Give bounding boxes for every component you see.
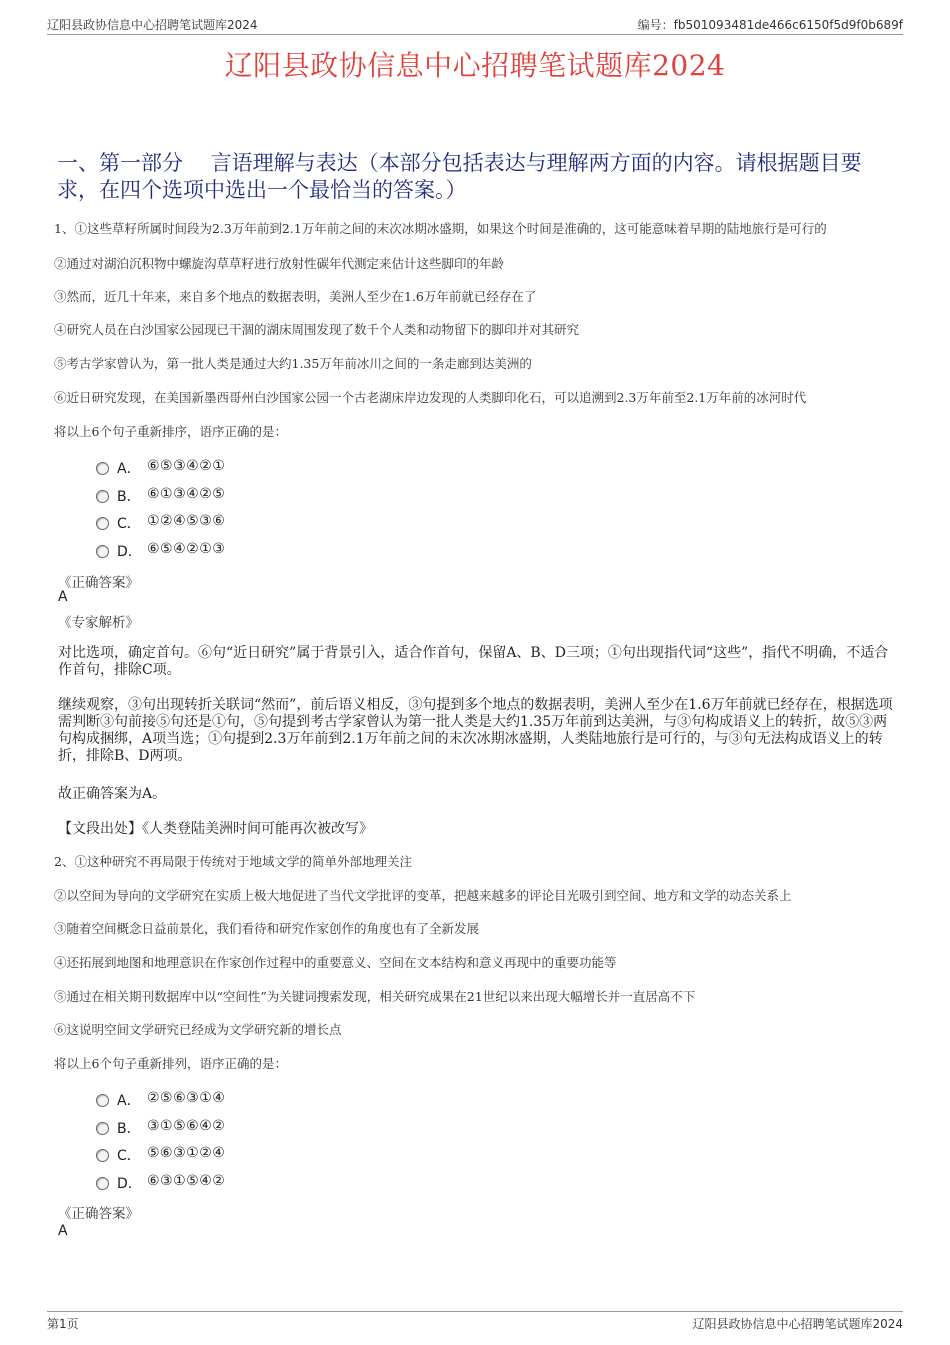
header-doc-id: 编号：fb501093481de466c6150f5d9f0b689f xyxy=(637,18,903,32)
q1-analysis-p1: 对比选项，确定首句。⑥句“近日研究”属于背景引入，适合作首句，保留A、B、D三项；①句出现指代词“这些”，指代不明确，不适合作首句，排除C项。 xyxy=(58,645,889,678)
radio-icon[interactable] xyxy=(96,462,109,475)
q1-prompt: 将以上6个句子重新排序，语序正确的是： xyxy=(54,424,287,439)
radio-icon[interactable] xyxy=(96,517,109,530)
radio-icon[interactable] xyxy=(96,1149,109,1162)
radio-icon[interactable] xyxy=(96,1177,109,1190)
q1-line-1: 1、①这些草籽所属时间段为2.3万年前到2.1万年前之间的末次冰期冰盛期，如果这个时间是准确的，这可能意味着早期的陆地旅行是可行的 xyxy=(54,221,827,236)
q2-line-6: ⑥这说明空间文学研究已经成为文学研究新的增长点 xyxy=(54,1022,342,1037)
q1-answer: A xyxy=(58,589,68,605)
q1-analysis-label: 《专家解析》 xyxy=(58,615,139,631)
page-header xyxy=(47,14,903,35)
q1-source: 【文段出处】《人类登陆美洲时间可能再次被改写》 xyxy=(58,821,373,837)
q1-answer-label: 《正确答案》 xyxy=(58,575,139,591)
q1-line-3: ③然而，近几十年来，来自多个地点的数据表明，美洲人至少在1.6万年前就已经存在了 xyxy=(54,289,537,304)
q2-answer-label: 《正确答案》 xyxy=(58,1206,139,1222)
q2-line-1: 2、①这种研究不再局限于传统对于地域文学的简单外部地理关注 xyxy=(54,854,412,869)
q2-line-2: ②以空间为导向的文学研究在实质上极大地促进了当代文学批评的变革，把越来越多的评论目光吸引到空间、地方和文学的动态关系上 xyxy=(54,888,792,903)
page-footer xyxy=(47,1311,903,1334)
radio-icon[interactable] xyxy=(96,1094,109,1107)
q2-line-3: ③随着空间概念日益前景化，我们看待和研究作家创作的角度也有了全新发展 xyxy=(54,921,480,936)
q2-answer: A xyxy=(58,1223,68,1239)
document-title: 辽阳县政协信息中心招聘笔试题库2024 xyxy=(224,49,726,82)
header-title: 辽阳县政协信息中心招聘笔试题库2024 xyxy=(47,18,258,32)
q1-analysis-p2: 继续观察，③句出现转折关联词“然而”，前后语义相反，③句提到多个地点的数据表明，美洲人至少在1.6万年前就已经存在，根据选项需判断③句前接⑤句还是①句，⑤句提到考古学家曾认为第一批人类是大约1.35万年前到达美洲，与③句构成语义上的转折，故⑤③两句构成捆绑，A项当选；①句提到2.3万年前到2.1万年前之间的末次冰期冰盛期，人类陆地旅行是可行的，与③句无法构成语义上的转折，排除B、D两项。 xyxy=(58,697,893,764)
radio-icon[interactable] xyxy=(96,490,109,503)
q1-line-6: ⑥近日研究发现，在美国新墨西哥州白沙国家公园一个古老湖床岸边发现的人类脚印化石，可以追溯到2.3万年前至2.1万年前的冰河时代 xyxy=(54,390,807,405)
q1-analysis-p3: 故正确答案为A。 xyxy=(58,786,167,802)
q1-line-5: ⑤考古学家曾认为，第一批人类是通过大约1.35万年前冰川之间的一条走廊到达美洲的 xyxy=(54,356,532,371)
q2-line-5: ⑤通过在相关期刊数据库中以“空间性”为关键词搜索发现，相关研究成果在21世纪以来出现大幅增长并一直居高不下 xyxy=(54,989,696,1004)
footer-title: 辽阳县政协信息中心招聘笔试题库2024 xyxy=(692,1317,903,1331)
radio-icon[interactable] xyxy=(96,545,109,558)
q1-line-2: ②通过对湖泊沉积物中螺旋沟草草籽进行放射性碳年代测定来估计这些脚印的年龄 xyxy=(54,256,505,271)
q2-line-4: ④还拓展到地图和地理意识在作家创作过程中的重要意义、空间在文本结构和意义再现中的重要功能等 xyxy=(54,955,617,970)
section-title: 一、第一部分 言语理解与表达（本部分包括表达与理解两方面的内容。请根据题目要求，在四个选项中选出一个最恰当的答案。） xyxy=(57,151,862,202)
q2-prompt: 将以上6个句子重新排列，语序正确的是： xyxy=(54,1056,287,1071)
q1-line-4: ④研究人员在白沙国家公园现已干涸的湖床周围发现了数千个人类和动物留下的脚印并对其研究 xyxy=(54,322,580,337)
page-number: 第1页 xyxy=(47,1317,79,1331)
radio-icon[interactable] xyxy=(96,1122,109,1135)
